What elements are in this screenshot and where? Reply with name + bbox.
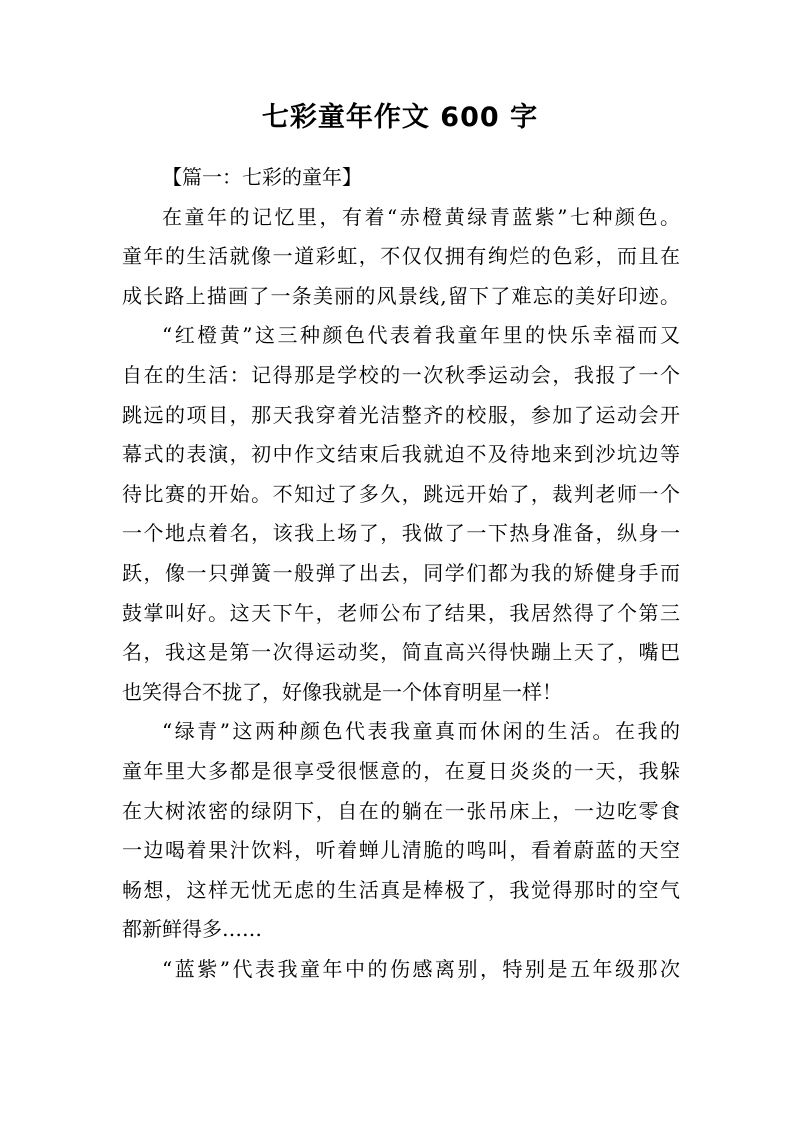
text-line: 童年的生活就像一道彩虹，不仅仅拥有绚烂的色彩，而且在 [122,244,680,269]
text-line: 鼓掌叫好。这天下午，老师公布了结果，我居然得了个第三 [122,600,680,625]
text-line: “蓝紫”代表我童年中的伤感离别，特别是五年级那次 [162,956,680,981]
text-line: 一边喝着果汁饮料，听着蝉儿清脆的鸣叫，看着蔚蓝的天空 [122,838,680,863]
text-line: 待比赛的开始。不知过了多久，跳远开始了，裁判老师一个 [122,481,680,506]
text-line: 幕式的表演，初中作文结束后我就迫不及待地来到沙坑边等 [122,442,680,467]
text-line: 自在的生活：记得那是学校的一次秋季运动会，我报了一个 [122,362,680,387]
text-line: 在大树浓密的绿阴下，自在的躺在一张吊床上，一边吃零食 [122,798,680,823]
text-line: 在童年的记忆里，有着“赤橙黄绿青蓝紫”七种颜色。 [162,204,680,229]
text-line: 成长路上描画了一条美丽的风景线,留下了难忘的美好印迹。 [122,283,680,308]
text-line: “绿青”这两种颜色代表我童真而休闲的生活。在我的 [162,719,680,744]
text-line: 童年里大多都是很享受很惬意的，在夏日炎炎的一天，我躲 [122,758,680,783]
text-line: 也笑得合不拢了，好像我就是一个体育明星一样！ [122,679,562,704]
section-heading: 【篇一：七彩的童年】 [162,165,362,189]
text-line: “红橙黄”这三种颜色代表着我童年里的快乐幸福而又 [162,323,680,348]
text-line: 都新鲜得多…… [122,917,262,942]
document-title: 七彩童年作文 600 字 [261,102,539,133]
text-line: 一个地点着名，该我上场了，我做了一下热身准备，纵身一 [122,521,680,546]
text-line: 畅想，这样无忧无虑的生活真是棒极了，我觉得那时的空气 [122,877,680,902]
document-body [122,158,680,989]
text-line: 跃，像一只弹簧一般弹了出去，同学们都为我的矫健身手而 [122,560,680,585]
text-line: 跳远的项目，那天我穿着光洁整齐的校服，参加了运动会开 [122,402,680,427]
text-line: 名，我这是第一次得运动奖，简直高兴得快蹦上天了，嘴巴 [122,640,680,665]
